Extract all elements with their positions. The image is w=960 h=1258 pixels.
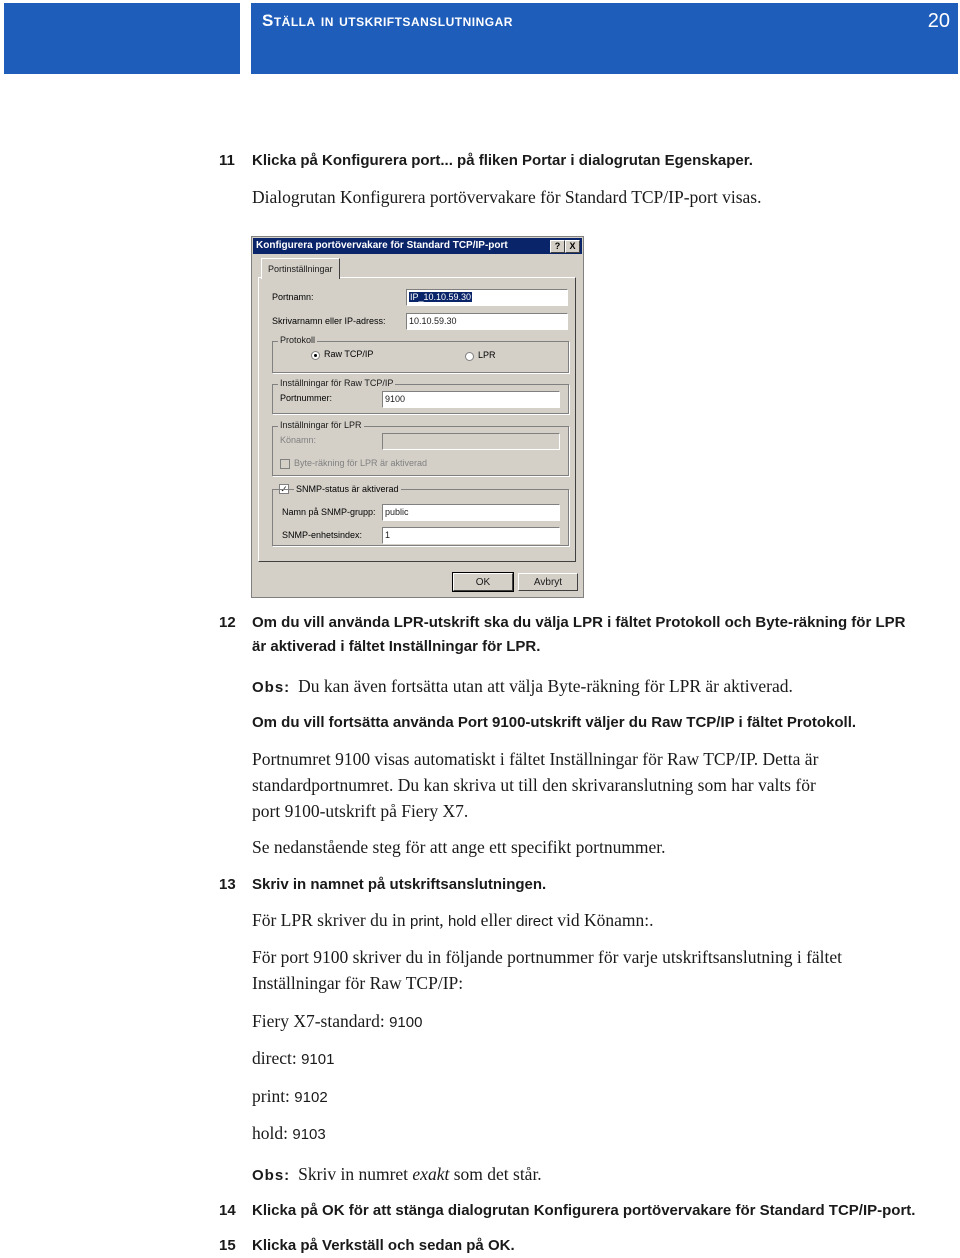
- port-entry-value: 9100: [389, 1014, 423, 1031]
- port-entry: [252, 1011, 422, 1032]
- snmp-community-field[interactable]: public: [382, 504, 560, 521]
- port-entry: [252, 1123, 326, 1144]
- portname-field[interactable]: [406, 289, 568, 306]
- step-12-line1: Om du vill använda LPR-utskrift ska du välja LPR i fältet Protokoll och Byte-räkning för LPR: [252, 614, 906, 631]
- lpr-radio-label: LPR: [478, 350, 496, 360]
- note-post: som det står.: [453, 1164, 542, 1184]
- byte-count-label: Byte-räkning för LPR är aktiverad: [294, 458, 428, 468]
- snmp-group: [272, 484, 569, 546]
- ok-button[interactable]: OK: [453, 573, 513, 591]
- snmp-label: SNMP-status är aktiverad: [296, 484, 399, 494]
- protocol-group-title: Protokoll: [280, 335, 316, 345]
- step-number-15: 15: [219, 1237, 236, 1254]
- step-11-text: Klicka på Konfigurera port... på fliken Portar i dialogrutan Egenskaper.: [252, 152, 753, 169]
- lpr-settings-title: Inställningar för LPR: [280, 420, 362, 430]
- printer-address-label: Skrivarnamn eller IP-adress:: [272, 316, 386, 326]
- cancel-button[interactable]: Avbryt: [518, 573, 578, 591]
- queue-name-field[interactable]: [382, 433, 560, 450]
- close-icon[interactable]: X: [565, 240, 580, 253]
- para-portnumber-line1: Portnumret 9100 visas automatiskt i fältet Inställningar för Raw TCP/IP. Detta är: [252, 749, 819, 769]
- step-14-text: Klicka på OK för att stänga dialogrutan Konfigurera portövervakare för Standard TCP/IP-port.: [252, 1202, 916, 1219]
- printer-address-field[interactable]: 10.10.59.30: [406, 313, 568, 330]
- port-entry-label: print:: [252, 1086, 290, 1106]
- port-entry-label: Fiery X7-standard:: [252, 1011, 385, 1031]
- queue-name-label: Könamn:: [280, 435, 317, 445]
- note-pre: Skriv in numret: [298, 1164, 409, 1184]
- port-entry: [252, 1086, 328, 1107]
- page-number: 20: [927, 10, 950, 32]
- help-button[interactable]: ?: [550, 240, 565, 253]
- step-number-14: 14: [219, 1202, 236, 1219]
- byte-count-checkbox[interactable]: [280, 459, 290, 469]
- port-entry-value: 9102: [294, 1089, 328, 1106]
- header-accent-block: [4, 3, 240, 74]
- lpr-settings-group: [272, 420, 569, 476]
- lpr-or: eller: [480, 910, 512, 930]
- port-entry-value: 9103: [292, 1126, 326, 1143]
- step-13-text: Skriv in namnet på utskriftsanslutningen.: [252, 876, 547, 893]
- step-number-13: 13: [219, 876, 236, 893]
- note-emphasis: exakt: [412, 1164, 450, 1184]
- step-number-11: 11: [219, 152, 235, 169]
- note-label: Obs:: [252, 1167, 291, 1184]
- port-entry-label: hold:: [252, 1123, 288, 1143]
- para-portnumber-line2: standardportnumret. Du kan skriva ut till den skrivaranslutning som har valts för: [252, 775, 816, 795]
- portname-label: Portnamn:: [272, 292, 314, 302]
- port-entry-label: direct:: [252, 1048, 297, 1068]
- para-see-steps: Se nedanstående steg för att ange ett specifikt portnummer.: [252, 837, 666, 857]
- step-15-text: Klicka på Verkställ och sedan på OK.: [252, 1237, 515, 1254]
- snmp-checkbox[interactable]: ✓: [280, 484, 288, 494]
- port9100-instruction: Om du vill fortsätta använda Port 9100-utskrift väljer du Raw TCP/IP i fältet Protokoll.: [252, 714, 857, 731]
- portnumber-field[interactable]: 9100: [382, 391, 560, 408]
- queue-hold: hold: [447, 913, 477, 930]
- protocol-group: [272, 335, 569, 373]
- step-11-result: Dialogrutan Konfigurera portövervakare för Standard TCP/IP-port visas.: [252, 187, 762, 207]
- snmp-community-label: Namn på SNMP-grupp:: [282, 507, 376, 517]
- port-instruction-line1: För port 9100 skriver du in följande portnummer för varje utskriftsanslutning i fältet: [252, 947, 843, 967]
- raw-radio-label: Raw TCP/IP: [324, 349, 374, 359]
- chapter-title: Ställa in utskriftsanslutningar: [262, 11, 513, 30]
- note-text: Du kan även fortsätta utan att välja Byte-räkning för LPR är aktiverad.: [298, 676, 793, 696]
- snmp-index-field[interactable]: 1: [382, 527, 560, 544]
- lpr-queue-instruction: För LPR skriver du in print, hold eller direct vid Könamn:.: [252, 910, 654, 930]
- portnumber-label: Portnummer:: [280, 393, 333, 403]
- configure-port-dialog: [251, 236, 584, 598]
- port-entry-value: 9101: [301, 1051, 335, 1068]
- step-number-12: 12: [219, 614, 236, 631]
- note-exact: [252, 1164, 542, 1185]
- step-12-line2: är aktiverad i fältet Inställningar för LPR.: [252, 638, 541, 655]
- queue-direct: direct: [516, 913, 553, 930]
- note-byte-count: [252, 676, 793, 697]
- tab-panel: [258, 277, 576, 562]
- port-entry: [252, 1048, 334, 1069]
- portname-value: IP_10.10.59.30: [410, 292, 472, 302]
- dialog-title-bar: [253, 238, 582, 254]
- lpr-post: vid Könamn:.: [557, 910, 654, 930]
- dialog-title: Konfigurera portövervakare för Standard TCP/IP-port: [256, 240, 508, 251]
- raw-settings-title: Inställningar för Raw TCP/IP: [280, 378, 394, 388]
- queue-print: print: [410, 913, 440, 930]
- para-portnumber-line3: port 9100-utskrift på Fiery X7.: [252, 801, 469, 821]
- lpr-pre: För LPR skriver du in: [252, 910, 406, 930]
- tab-port-settings[interactable]: Portinställningar: [261, 258, 340, 279]
- lpr-radio[interactable]: [465, 352, 474, 361]
- snmp-index-label: SNMP-enhetsindex:: [282, 530, 363, 540]
- port-instruction-line2: Inställningar för Raw TCP/IP:: [252, 973, 464, 993]
- raw-settings-group: [272, 378, 569, 414]
- note-label: Obs:: [252, 679, 291, 696]
- raw-radio[interactable]: [311, 351, 320, 360]
